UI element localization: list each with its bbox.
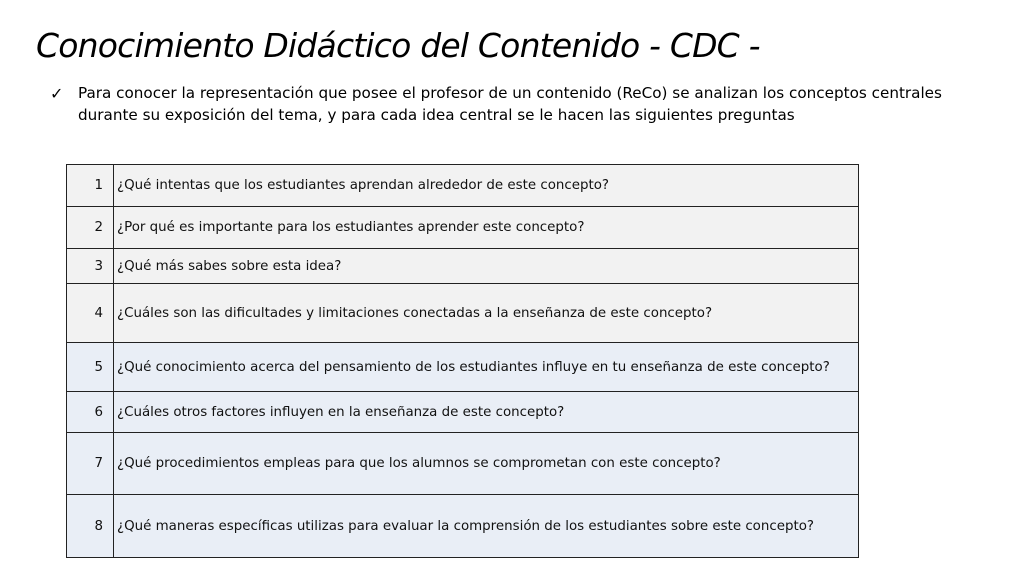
question-text: ¿Qué procedimientos empleas para que los alumnos se comprometan con este concepto?	[114, 433, 859, 495]
table-row	[67, 165, 859, 207]
question-number: 5	[67, 343, 114, 392]
question-number: 4	[67, 284, 114, 343]
table-row	[67, 343, 859, 392]
table-row	[67, 495, 859, 558]
check-icon: ✓	[50, 84, 64, 103]
table-row	[67, 207, 859, 249]
question-number: 7	[67, 433, 114, 495]
question-number: 6	[67, 392, 114, 433]
bullet-text: Para conocer la representación que posee el profesor de un contenido (ReCo) se analizan los conceptos centrales durante su exposición del tema, y para cada idea central se le hacen las siguientes preguntas	[78, 84, 942, 124]
question-number: 1	[67, 165, 114, 207]
question-text: ¿Qué maneras específicas utilizas para evaluar la comprensión de los estudiantes sobre este concepto?	[114, 495, 859, 558]
question-text: ¿Qué más sabes sobre esta idea?	[114, 249, 859, 284]
questions-table	[66, 164, 859, 558]
question-number: 2	[67, 207, 114, 249]
question-text: ¿Por qué es importante para los estudiantes aprender este concepto?	[114, 207, 859, 249]
question-text: ¿Cuáles son las dificultades y limitaciones conectadas a la enseñanza de este concepto?	[114, 284, 859, 343]
table-row	[67, 284, 859, 343]
table-row	[67, 433, 859, 495]
question-number: 8	[67, 495, 114, 558]
question-number: 3	[67, 249, 114, 284]
slide-title: Conocimiento Didáctico del Contenido - CDC -	[36, 26, 760, 65]
question-text: ¿Cuáles otros factores influyen en la enseñanza de este concepto?	[114, 392, 859, 433]
bullet-point	[50, 82, 980, 126]
question-text: ¿Qué conocimiento acerca del pensamiento de los estudiantes influye en tu enseñanza de este concepto?	[114, 343, 859, 392]
table-row	[67, 249, 859, 284]
table-row	[67, 392, 859, 433]
question-text: ¿Qué intentas que los estudiantes aprendan alrededor de este concepto?	[114, 165, 859, 207]
